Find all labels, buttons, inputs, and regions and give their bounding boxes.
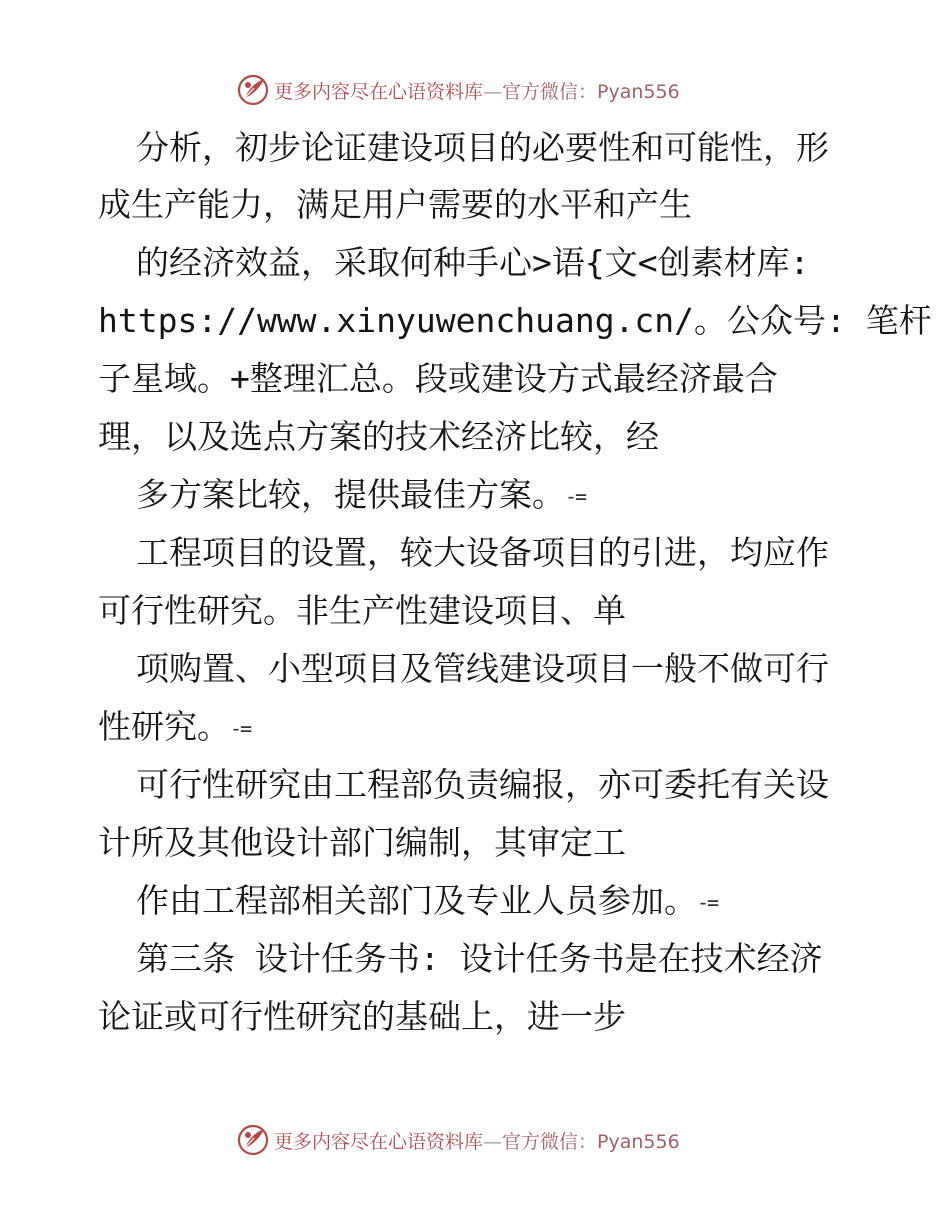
text-line: 项购置、小型项目及管线建设项目一般不做可行 bbox=[136, 649, 829, 688]
text-line: https://www.xinyuwenchuang.cn/。公众号: 笔杆 bbox=[98, 301, 932, 340]
text-line: 的经济效益，采取何种手心>语{文<创素材库: bbox=[136, 243, 810, 282]
text-line: 子星域。+整理汇总。段或建设方式最经济最合 bbox=[98, 359, 778, 398]
text-line: 第三条 设计任务书: 设计任务书是在技术经济 bbox=[136, 939, 823, 978]
text-line: 成生产能力，满足用户需要的水平和产生 bbox=[98, 185, 692, 224]
text-line: 性研究。-= bbox=[98, 707, 251, 746]
watermark-text: 更多内容尽在心语资料库—官方微信：Pyan556 bbox=[274, 80, 680, 103]
text-line: 计所及其他设计部门编制，其审定工 bbox=[98, 823, 626, 862]
text-line: 多方案比较，提供最佳方案。-= bbox=[136, 475, 586, 514]
text-line: 可行性研究由工程部负责编报，亦可委托有关设 bbox=[136, 765, 829, 804]
text-line: 可行性研究。非生产性建设项目、单 bbox=[98, 591, 626, 630]
text-line: 理，以及选点方案的技术经济比较，经 bbox=[98, 417, 659, 456]
text-line: 分析，初步论证建设项目的必要性和可能性，形 bbox=[136, 128, 829, 167]
text-line: 作由工程部相关部门及专业人员参加。-= bbox=[136, 881, 718, 920]
feather-pen-logo-icon bbox=[236, 1123, 270, 1157]
text-line: 工程项目的设置，较大设备项目的引进，均应作 bbox=[136, 533, 829, 572]
footer-watermark bbox=[236, 1122, 680, 1158]
watermark-text: 更多内容尽在心语资料库—官方微信：Pyan556 bbox=[274, 1130, 680, 1153]
text-line: 论证或可行性研究的基础上，进一步 bbox=[98, 997, 626, 1036]
